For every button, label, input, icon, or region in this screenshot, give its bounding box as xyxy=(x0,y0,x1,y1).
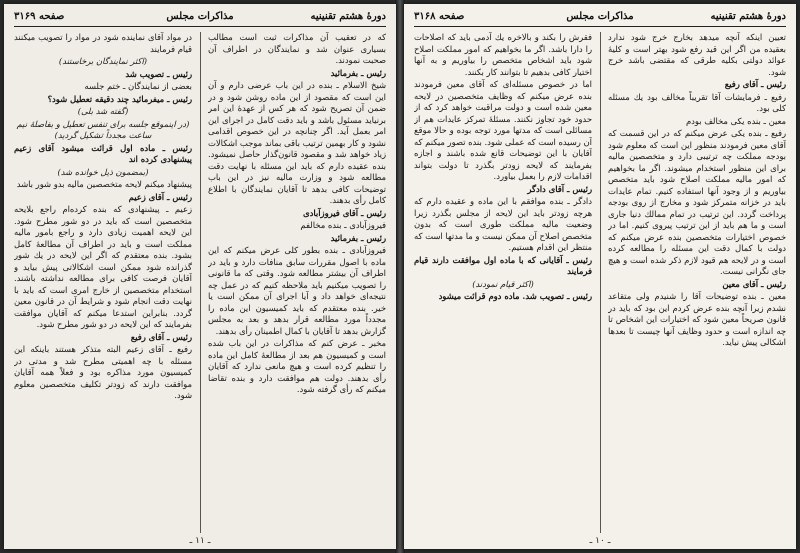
column-divider xyxy=(200,32,201,533)
paragraph: (در اینموقع جلسه برای تنفس تعطیل و بفاصلهٔ نیم ساعت مجدداً تشكیل گردید) xyxy=(16,118,190,140)
paragraph: رئیس ـ آقای رفیع xyxy=(130,331,192,342)
paragraph: فقرش را بكند و بالاخره یك آدمی باید كه اصلاحات را دارا باشد. اگر ما بخواهیم كه امور مملكت اصلاح شود باید اشخاص متخصص را بیاوریم و به آنها اختیار كافی بدهیم تا بتوانند كار بكنند. xyxy=(414,32,592,77)
paragraph: رفیع ـ فرمایشات آقا تقریباً مخالف بود یك مسئله كلی بود. xyxy=(608,91,786,113)
paragraph: رئیس ـ تصویب شد xyxy=(125,68,192,79)
paragraph: معین ـ بنده یكی مخالف بودم xyxy=(685,115,786,126)
paragraph: رئیس ـ آقایانی كه با ماده اول موافقت دارند قیام فرمایند xyxy=(414,254,592,276)
right-page xyxy=(404,4,796,549)
paragraph: رفیع ـ آقای زعیم البته متذكر هستند باینكه این مسئله با چه اهمیتی مطرح شد و مدتی در كمیسیون مورد مذاكره بود و فعلاً همه آقایان موافقت دارند كه زودتر تكلیف متخصصین معلوم شود. xyxy=(14,344,192,400)
paragraph: تعیین اینكه آنچه میدهد بخارج خرج شود ندارد بعقیده من اگر این قید رفع شود بهتر است و كلیهٔ عوائد دولتی بكلیه طرقی كه مقتضی باشد خرج شود. xyxy=(608,32,786,77)
paragraph: رئیس ـ آقای دادگر xyxy=(527,183,592,194)
paragraph: مخبر ـ عرض كنم كه مذاكرات در این باب شده است و كمیسیون هم بعد از مطالعهٔ كامل این ماده را تنظیم كرده است و هیچ مانعی ندارد كه آقایان رأی بدهند. دولت هم موافقت دارد و بنده تقاضا میكنم كه رأی گرفته شود. xyxy=(208,338,386,394)
paragraph: فیروزآبادی ـ بنده بطور كلی عرض میكنم كه این ماده با اصول مقررات سابق منافات دارد و باید در اطراف آن بیشتر مطالعه شود. وقتی كه ما قانونی را تصویب میكنیم باید ملاحظه كنیم كه در عمل چه نتیجه‌ای خواهد داد و آیا اجرای آن ممكن است یا خیر. بنده معتقدم كه باید كمیسیون این ماده را مجدداً مورد مطالعه قرار بدهد و بعد به مجلس گزارش بدهد تا آقایان با كمال اطمینان رأی بدهند. xyxy=(208,245,386,336)
paragraph: معین ـ بنده توضیحات آقا را شنیدم ولی متقاعد نشدم زیرا آنچه بنده عرض كردم این بود كه باید در قانون صریحاً معین شود كه اختیارات این اشخاص تا چه اندازه است و حدود وظایف آنها چیست تا بعدها اشكالی پیش نیاید. xyxy=(608,291,786,347)
paragraph: رئیس ـ آقای معین xyxy=(722,278,786,289)
left-page xyxy=(4,4,396,549)
page-title: مذاكرات مجلس xyxy=(166,11,234,22)
paragraph: (اكثر نمایندگان برخاستند) xyxy=(58,56,148,66)
column-right xyxy=(608,32,786,533)
page-footer-number: ـ ۱۰ ـ xyxy=(589,536,611,546)
page-number: صفحه ۳۱۶۸ xyxy=(414,11,465,22)
paragraph: شیخ الاسلام ـ بنده در این باب عرضی دارم و آن این است كه مقصود از این ماده روشن شود و در ضمن آن تصریح شود كه هر كس از عهدهٔ این امر برنیاید مسئول باشد و باید دقت كامل در اجرای این امر بعمل آید. اگر چنانچه در این خصوص اقدامی نشود و كار بهمین ترتیب باقی بماند موجب اشكالات زیاد خواهد شد و مقصود قانون‌گذار حاصل نمیشود. بنده عقیده دارم كه باید این مسئله با نهایت دقت مطالعه شود و وزارت مالیه نیز در این باب توضیحات كافی بدهد تا آقایان نمایندگان با اطلاع كامل رأی بدهند. xyxy=(208,80,386,205)
paragraph: رئیس ـ آقای رفیع xyxy=(724,79,786,89)
page-header xyxy=(14,10,386,27)
paragraph: پیشنهاد میكنم لایحه متخصصین مالیه بدو شور باشد xyxy=(16,179,192,189)
column-left xyxy=(14,32,192,533)
paragraph: در مواد آقای نماینده شود در مواد را تصویب میكنند قیام فرمایند xyxy=(14,32,192,54)
paragraph: رئیس ـ بفرمائید xyxy=(330,232,386,243)
text-columns xyxy=(414,32,786,533)
column-left xyxy=(414,32,592,533)
page-number: صفحه ۳۱۶۹ xyxy=(14,11,65,22)
paragraph: رفیع ـ بنده یكی عرض میكنم كه در این قسمت كه آقای معین فرمودند منظور این است كه معلوم شود بودجه مملكت چه ترتیبی دارد و متخصصین مالیه برای این منظور استخدام میشوند. اگر ما بخواهیم كه امور مالیه مملكت اصلاح شود باید متخصص بیاوریم و از وجود آنها استفاده كنیم. تمام عایدات باید در خزانه متمركز شود و مخارج از روی بودجه پرداخت گردد. این ترتیب در تمام ممالك دنیا جاری است و ما هم باید از این ترتیب پیروی كنیم. اما در خصوص اختیارات متخصصین بنده عرض میكنم كه دولت با كمال دقت این مسئله را مطالعه كرده است و در لایحه هم قیود لازم ذكر شده است و هیچ جای نگرانی نیست. xyxy=(608,128,786,276)
column-right xyxy=(208,32,386,533)
paragraph: فیروزآبادی ـ بنده مخالفم xyxy=(300,220,386,230)
paragraph: رئیس ـ بفرمائید xyxy=(330,67,386,78)
text-columns xyxy=(14,32,386,533)
paragraph: رئیس ـ میفرمائید چند دقیقه تعطیل شود؟ xyxy=(47,93,192,104)
session-label: دورهٔ هشتم تقنینیه xyxy=(310,11,386,22)
paragraph: (اكثر قیام نمودند) xyxy=(472,278,534,289)
paragraph: (بمضمون ذیل خوانده شد) xyxy=(57,166,149,177)
session-label: دورهٔ هشتم تقنینیه xyxy=(710,11,786,22)
page-title: مذاكرات مجلس xyxy=(566,11,634,22)
paragraph: رئیس ـ ماده اول قرائت میشود آقای زعیم پیشنهادی كرده اند xyxy=(14,142,192,164)
paragraph: زعیم ـ پیشنهادی كه بنده كرده‌ام راجع بلایحه متخصصین است كه باید در دو شور مطرح شود. این لایحه اهمیت زیادی دارد و راجع بامور مالیه مملكت است و باید در اطراف آن مطالعهٔ كامل بشود. بنده معتقدم كه اگر این لایحه در یك شور گذرانده شود ممكن است اشكالاتی پیش بیاید و آقایان فرصت كافی برای مطالعه نداشته باشند. استخدام متخصصین از خارج امری است كه باید با نهایت دقت انجام شود و شرایط آن در قانون معین گردد. بنابراین استدعا میكنم كه آقایان موافقت بفرمایند كه این لایحه در دو شور مطرح شود. xyxy=(14,204,192,329)
paragraph: رئیس ـ آقای فیروزآبادی xyxy=(303,207,386,218)
paragraph: بعضی از نمایندگان ـ ختم جلسه xyxy=(84,81,192,91)
paragraph: اما در خصوص مسئله‌ای كه آقای معین فرمودند بنده عرض میكنم كه وظایف متخصصین در لایحه معین شده است و دولت مراقبت خواهد كرد كه از حدود خود تجاوز نكنند. مسئلهٔ تمركز عایدات هم از مسائلی است كه مدتها مورد توجه بوده و حالا موقع آن رسیده است كه عملی شود. بنده تصور میكنم كه آقایان با این توضیحات قانع شده باشند و اجازه بفرمایند كه لایحه زودتر بگذرد تا دولت بتواند اقدامات لازم را بعمل بیاورد. xyxy=(414,79,592,181)
paragraph: رئیس ـ آقای زعیم xyxy=(128,191,192,202)
column-divider xyxy=(600,32,601,533)
paragraph: كه در تعقیب آن مذاكرات ثبت است مطالب بسیاری عنوان شد و نمایندگان در اطراف آن صحبت نمودند. xyxy=(208,32,386,65)
paragraph: رئیس ـ تصویب شد. ماده دوم قرائت میشود xyxy=(438,291,592,301)
page-footer-number: ـ ۱۱ ـ xyxy=(189,536,211,546)
paragraph: (گفته شد بلی) xyxy=(77,106,129,116)
paragraph: دادگر ـ بنده موافقم با این ماده و عقیده دارم كه هرچه زودتر باید این لایحه از مجلس بگذرد زیرا وضعیت مالیه مملكت طوری است كه بدون متخصص اصلاح آن ممكن نیست و ما مدتها است كه منتظر این اقدام هستیم. xyxy=(414,196,592,252)
page-header xyxy=(414,10,786,27)
